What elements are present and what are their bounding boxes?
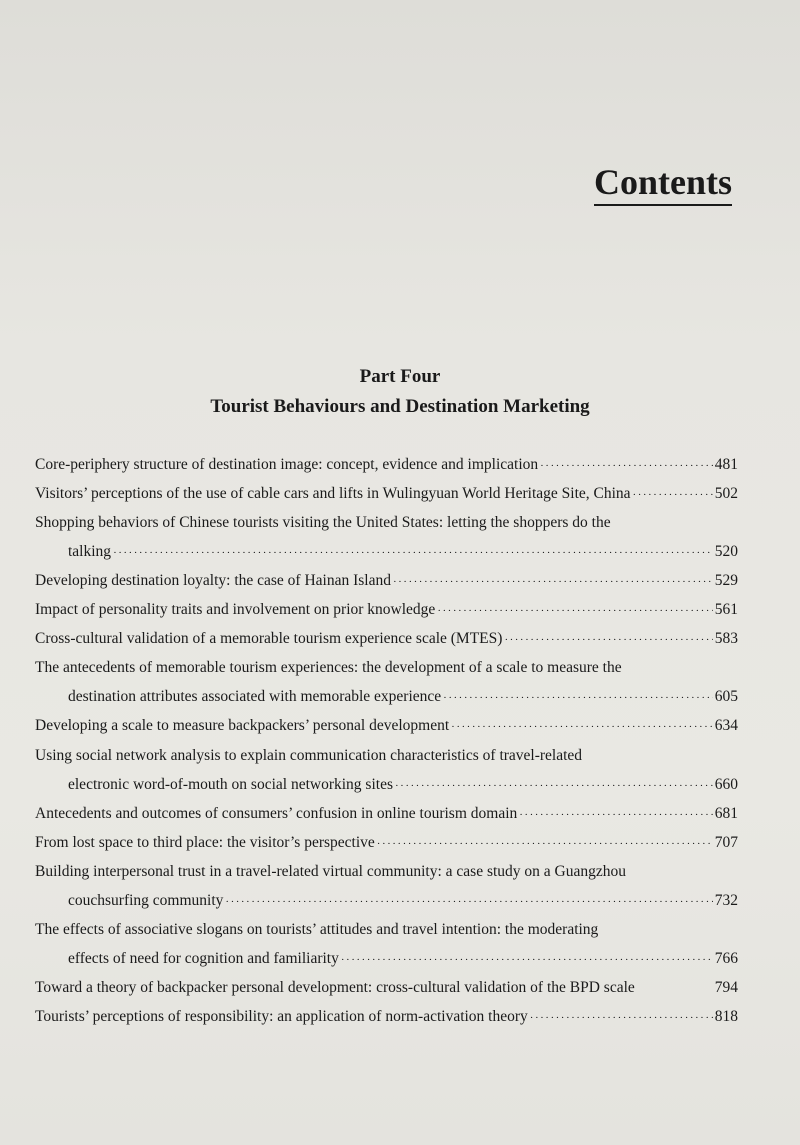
toc-entry-title: Antecedents and outcomes of consumers’ confusion in online tourism domain xyxy=(35,804,518,822)
toc-entry-title: Impact of personality traits and involvement on prior knowledge xyxy=(35,601,436,619)
toc-page-number: 707 xyxy=(714,833,738,851)
leader-dots xyxy=(225,891,712,913)
toc-entry-title: From lost space to third place: the visitor’s perspective xyxy=(35,833,375,851)
toc-entry-title: Core-periphery structure of destination image: concept, evidence and implication xyxy=(35,456,539,473)
toc-entry-title: Toward a theory of backpacker personal development: cross-cultural validation of the BPD scale xyxy=(35,978,635,996)
leader-dots xyxy=(377,833,713,855)
leader-dots xyxy=(443,687,713,709)
toc-entry-title: Tourists’ perceptions of responsibility: an application of norm-activation theory xyxy=(35,1007,528,1025)
toc-page-number: 818 xyxy=(714,1007,738,1025)
toc-entry-continuation xyxy=(68,686,738,709)
toc-entry xyxy=(35,1006,738,1029)
leader-dots xyxy=(341,949,713,971)
toc-entry-title: Developing a scale to measure backpackers’ personal development xyxy=(35,717,450,735)
leader-dots xyxy=(451,716,713,738)
toc-entry-title: Developing destination loyalty: the case of Hainan Island xyxy=(35,572,391,590)
leader-dots xyxy=(540,455,713,477)
toc-entry-title: Using social network analysis to explain communication characteristics of travel-related xyxy=(35,746,583,764)
leader-dots xyxy=(519,804,712,826)
toc-entry xyxy=(35,919,738,941)
toc-page-number: 605 xyxy=(714,688,738,706)
toc-entry xyxy=(35,977,738,999)
toc-entry-title: electronic word-of-mouth on social networking sites xyxy=(68,775,393,793)
toc-entry-continuation xyxy=(68,948,738,971)
toc-entry-title: Shopping behaviors of Chinese tourists visiting the United States: letting the shoppers do the xyxy=(35,514,611,532)
toc-entry-continuation xyxy=(68,541,738,564)
part-title: Tourist Behaviours and Destination Marketing xyxy=(210,396,590,417)
toc-entry xyxy=(35,715,738,738)
toc-entry-title: destination attributes associated with memorable experience xyxy=(68,688,442,706)
toc-entry xyxy=(35,628,738,651)
leader-dots xyxy=(530,1007,713,1029)
toc-page-number: 583 xyxy=(714,630,738,648)
leader-dots xyxy=(437,600,712,622)
toc-entry-title: effects of need for cognition and familiarity xyxy=(68,949,339,967)
toc-entry-title: The effects of associative slogans on tourists’ attitudes and travel intention: the moderating xyxy=(35,920,599,938)
toc-page-number: 660 xyxy=(714,775,738,793)
toc-entry xyxy=(35,803,738,826)
toc-entry xyxy=(35,861,738,883)
toc-entry-title: Building interpersonal trust in a travel-related virtual community: a case study on a Guangzhou xyxy=(35,862,626,880)
toc-entry xyxy=(35,570,738,593)
toc-entry xyxy=(35,483,738,506)
toc-entry-title: couchsurfing community xyxy=(68,891,224,909)
toc-page-number: 529 xyxy=(714,572,738,590)
toc-entry-continuation xyxy=(68,774,738,797)
toc-page-number: 561 xyxy=(714,601,738,619)
leader-dots xyxy=(504,629,712,651)
toc-entry-title: Cross-cultural validation of a memorable tourism experience scale (MTES) xyxy=(35,630,503,648)
toc-entry-title: talking xyxy=(68,543,112,561)
toc-entry xyxy=(35,599,738,622)
leader-dots xyxy=(633,484,713,506)
toc-entry-title: The antecedents of memorable tourism experiences: the development of a scale to measure the xyxy=(35,659,622,677)
toc-page-number: 634 xyxy=(714,717,738,735)
toc-page-number: 732 xyxy=(714,891,738,909)
toc-page-number: 766 xyxy=(714,949,738,967)
toc-entry xyxy=(35,657,738,679)
part-label: Part Four xyxy=(359,366,441,387)
page-title: Contents xyxy=(594,160,732,206)
toc-entry xyxy=(35,745,738,767)
toc-entry xyxy=(35,512,738,534)
leader-dots xyxy=(395,775,713,797)
toc-page-number: 481 xyxy=(714,456,738,473)
toc-entry xyxy=(35,832,738,855)
toc-page-number: 794 xyxy=(714,978,738,996)
leader-dots xyxy=(113,542,713,564)
toc-entry-continuation xyxy=(68,890,738,913)
toc-page-number: 520 xyxy=(714,543,738,561)
toc-page-number: 681 xyxy=(714,804,738,822)
toc-entry-title: Visitors’ perceptions of the use of cable cars and lifts in Wulingyuan World Heritage Site, China xyxy=(35,485,631,503)
leader-dots xyxy=(393,571,713,593)
toc-entry xyxy=(35,454,738,477)
toc-page-number: 502 xyxy=(714,485,738,503)
